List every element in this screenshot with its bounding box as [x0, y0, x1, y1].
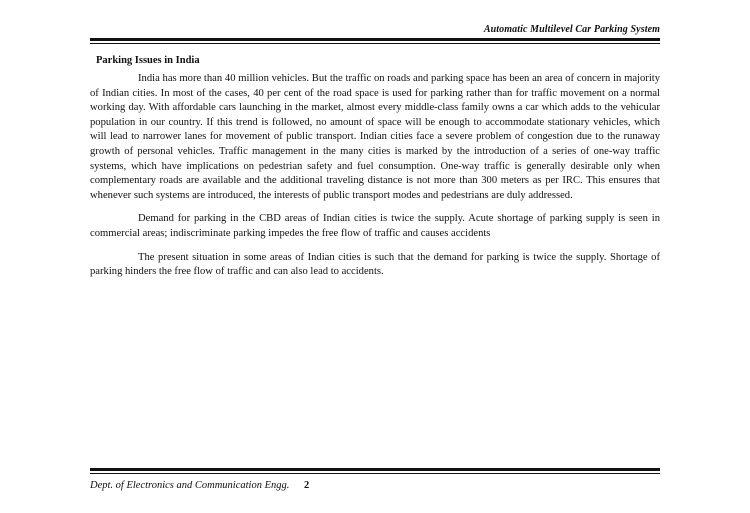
header-rule-thin: [90, 43, 660, 44]
body-paragraph: The present situation in some areas of Indian cities is such that the demand for parking is twice the supply. Shortage of parking hinders the free flow of traffic and can also lead to accidents.: [90, 251, 660, 278]
section-heading: Parking Issues in India: [96, 55, 200, 66]
body-paragraph: India has more than 40 million vehicles. But the traffic on roads and parking space has been an area of concern in majority of Indian cities. In most of the cases, 40 per cent of the road space is used for parking rather than for traffic movement on a normal working day. With affordable cars launching in the market, almost every middle-class family owns a car which adds to the vehicular population in our country. If this trend is followed, no amount of space will be enough to accommodate stationary vehicles, which will lead to narrower lanes for movement of public transport. Indian cities face a severe problem of congestion due to the runaway growth of personal vehicles. Traffic management in the many cities is marked by the introduction of a series of one-way traffic systems, which have implications on pedestrian safety and fuel consumption. One-way traffic is generally desirable only when complementary roads are available and the additional traveling distance is not more than 300 meters as per IRC. This ensures that whenever such systems are introduced, the interests of public transport modes and pedestrians are duly addressed.: [90, 73, 660, 201]
body-paragraph: Demand for parking in the CBD areas of Indian cities is twice the supply. Acute shortage of parking supply is seen in commercial areas; indiscriminate parking impedes the free flow of traffic and causes accidents: [90, 213, 660, 239]
running-footer: [90, 480, 309, 491]
footer-rule-thin: [90, 473, 660, 474]
header-rule-thick: [90, 38, 660, 41]
footer-department: Dept. of Electronics and Communication Engg.: [90, 480, 290, 491]
page-number: 2: [304, 480, 310, 491]
running-header-title: Automatic Multilevel Car Parking System: [483, 24, 660, 35]
page-body: [90, 54, 660, 289]
footer-rule-thick: [90, 468, 660, 471]
